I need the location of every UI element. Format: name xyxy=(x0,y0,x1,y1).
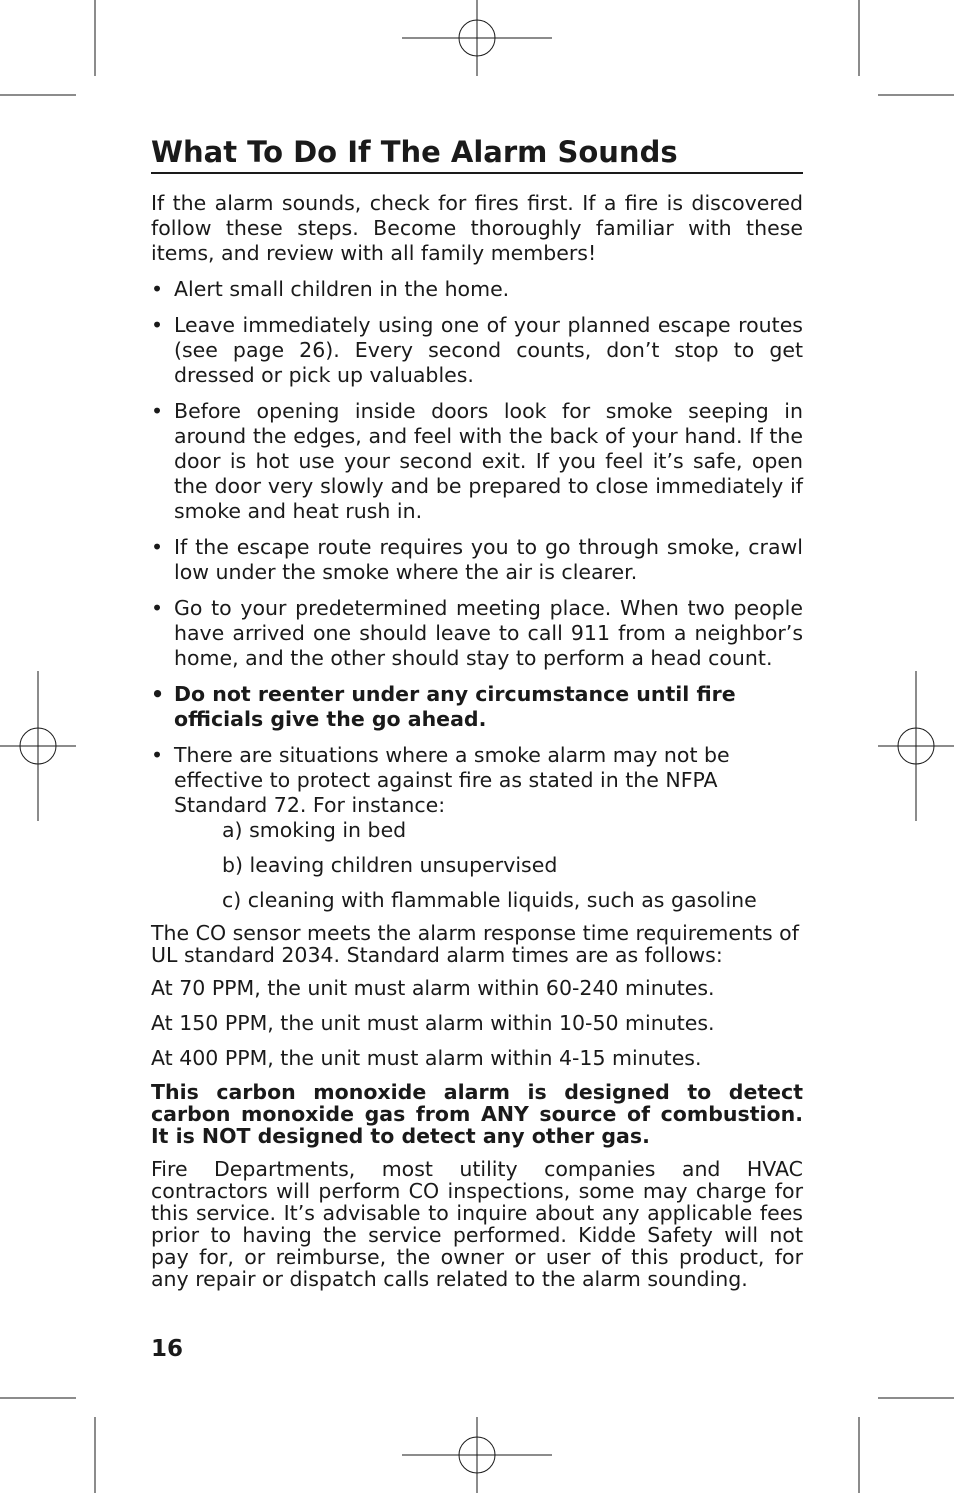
service-paragraph: Fire Departments, most utility companies and HVAC contractors will perform CO inspections, some may charge for this service. It’s advisable to inquire about any applicable fees prior to having the service performed. Kidde Safety will not pay for, or reimburse, the owner or user of this product, for any repair or dispatch calls related to the alarm sounding. xyxy=(151,1157,803,1291)
list-item: • Leave immediately using one of your planned escape routes (see page 26). Every second counts, don’t stop to get dressed or pick up valuables. xyxy=(151,313,803,387)
action-steps-list xyxy=(151,277,803,913)
situations-list xyxy=(174,818,803,913)
list-item: • Go to your predetermined meeting place. When two people have arrived one should leave to call 911 from a neighbor’s home, and the other should stay to perform a head count. xyxy=(151,596,803,670)
bullet-icon: • xyxy=(151,277,164,301)
page-title: What To Do If The Alarm Sounds xyxy=(151,134,803,174)
bullet-icon: • xyxy=(151,682,165,706)
bullet-icon: • xyxy=(151,313,164,337)
co-warning-paragraph: This carbon monoxide alarm is designed to detect carbon monoxide gas from ANY source of combustion. It is NOT designed to detect any other gas. xyxy=(151,1080,803,1148)
list-item-warning: • Do not reenter under any circumstance until fire officials give the go ahead. xyxy=(151,682,736,731)
co-sensor-paragraph: The CO sensor meets the alarm response time requirements of UL standard 2034. Standard alarm times are as follows: xyxy=(151,921,799,967)
bullet-icon: • xyxy=(151,535,164,559)
bullet-icon: • xyxy=(151,399,164,423)
ppm-line: At 70 PPM, the unit must alarm within 60-240 minutes. xyxy=(151,976,715,1000)
bullet-icon: • xyxy=(151,596,164,620)
list-item: • Before opening inside doors look for smoke seeping in around the edges, and feel with the back of your hand. If the door is hot use your second exit. If you feel it’s safe, open the door very slowly and be prepared to close immediately if smoke and heat rush in. xyxy=(151,399,803,523)
situation-item: a) smoking in bed xyxy=(222,818,407,842)
situation-item: c) cleaning with flammable liquids, such as gasoline xyxy=(222,888,757,912)
situation-item: b) leaving children unsupervised xyxy=(222,853,558,877)
page-content xyxy=(151,134,803,1290)
list-item: • If the escape route requires you to go through smoke, crawl low under the smoke where the air is clearer. xyxy=(151,535,803,584)
list-item: • Alert small children in the home. xyxy=(151,277,510,301)
ppm-line: At 150 PPM, the unit must alarm within 10-50 minutes. xyxy=(151,1011,715,1035)
list-item: • There are situations where a smoke alarm may not be effective to protect against fire as stated in the NFPA Standard 72. For instance: a) smoking in bed b) leaving children unsupervised c) cleaning with flammable liquids, such as gasoline xyxy=(151,743,803,913)
ppm-line: At 400 PPM, the unit must alarm within 4-15 minutes. xyxy=(151,1046,702,1070)
page-number: 16 xyxy=(151,1336,184,1362)
bullet-icon: • xyxy=(151,743,164,767)
intro-paragraph: If the alarm sounds, check for fires first. If a fire is discovered follow these steps. Become thoroughly familiar with these items, and review with all family members! xyxy=(151,191,803,265)
